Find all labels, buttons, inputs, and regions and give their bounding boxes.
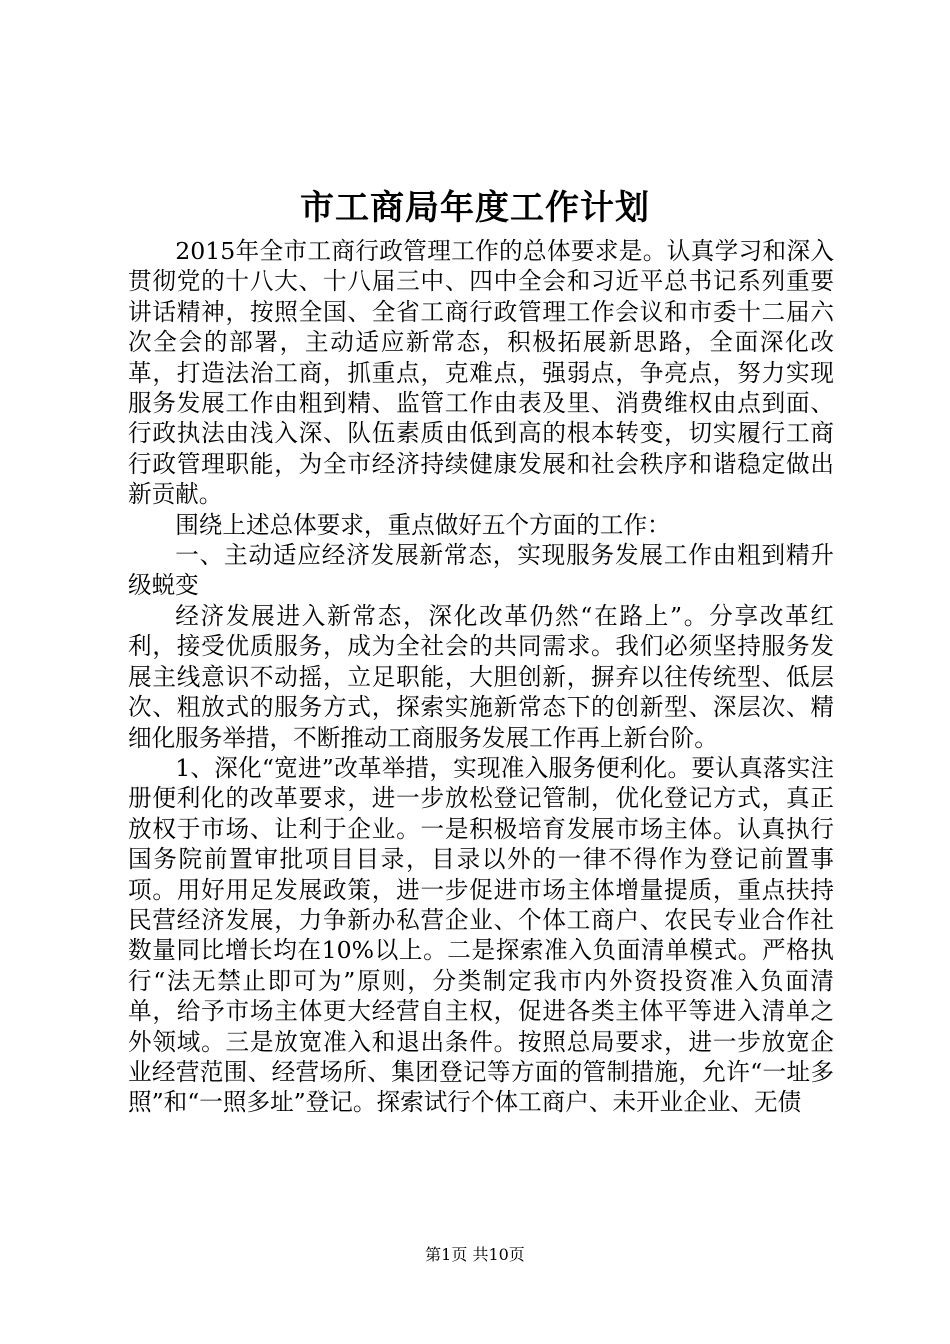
section-heading-one: 一、主动适应经济发展新常态，实现服务发展工作由粗到精升级蜕变 bbox=[128, 541, 834, 600]
document-title: 市工商局年度工作计划 bbox=[300, 188, 650, 228]
document-body bbox=[128, 236, 834, 1118]
paragraph-overall-requirements: 2015年全市工商行政管理工作的总体要求是。认真学习和深入贯彻党的十八大、十八届三中、四中全会和习近平总书记系列重要讲话精神，按照全国、全省工商行政管理工作会议和市委十二届六次全会的部署，主动适应新常态，积极拓展新思路，全面深化改革，打造法治工商，抓重点，克难点，强弱点，争亮点，努力实现服务发展工作由粗到精、监管工作由表及里、消费维权由点到面、行政执法由浅入深、队伍素质由低到高的根本转变，切实履行工商行政管理职能，为全市经济持续健康发展和社会秩序和谐稳定做出新贡献。 bbox=[128, 237, 834, 509]
paragraph-deepen-reform: 1、深化“宽进”改革举措，实现准入服务便利化。要认真落实注册便利化的改革要求，进一步放松登记管制，优化登记方式，真正放权于市场、让利于企业。一是积极培育发展市场主体。认真执行国务院前置审批项目目录，目录以外的一律不得作为登记前置事项。用好用足发展政策，进一步促进市场主体增量提质，重点扶持民营经济发展，力争新办私营企业、个体工商户、农民专业合作社数量同比增长均在10%以上。二是探索准入负面清单模式。严格执行“法无禁止即可为”原则，分类制定我市内外资投资准入负面清单，给予市场主体更大经营自主权，促进各类主体平等进入清单之外领域。三是放宽准入和退出条件。按照总局要求，进一步放宽企业经营范围、经营场所、集团登记等方面的管制措施，允许“一址多照”和“一照多址”登记。探索试行个体工商户、未开业企业、无债 bbox=[128, 753, 834, 1117]
paragraph-new-normal: 经济发展进入新常态，深化改革仍然“在路上”。分享改革红利，接受优质服务，成为全社会的共同需求。我们必须坚持服务发展主线意识不动摇，立足职能，大胆创新，摒弃以往传统型、低层次、粗放式的服务方式，探索实施新常态下的创新型、深层次、精细化服务举措，不断推动工商服务发展工作再上新台阶。 bbox=[128, 601, 834, 752]
page-footer: 第1页 共10页 bbox=[425, 1245, 525, 1264]
paragraph-five-aspects: 围绕上述总体要求，重点做好五个方面的工作： bbox=[175, 510, 671, 539]
